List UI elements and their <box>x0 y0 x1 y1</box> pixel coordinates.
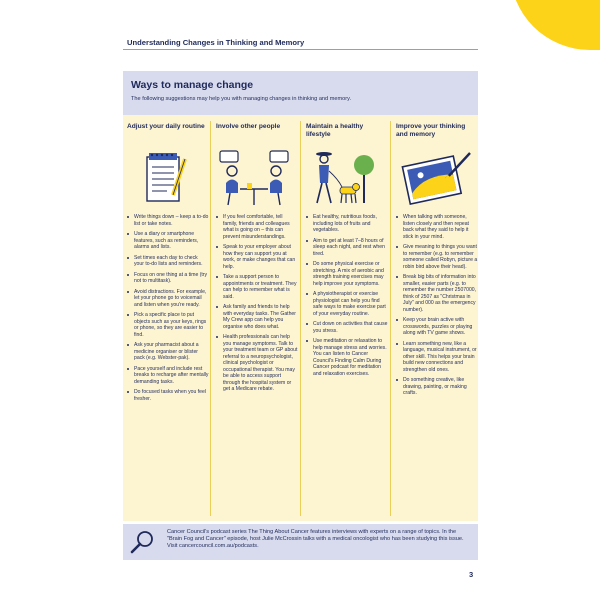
list-item: Ask your pharmacist about a medicine organiser or blister pack (e.g. Webster-pak). <box>127 342 209 362</box>
column-involve-people <box>212 115 298 521</box>
column-heading: Maintain a healthy lifestyle <box>306 123 364 138</box>
list-item: Use a diary or smartphone features, such as reminders, alarms and lists. <box>127 231 209 251</box>
list-item: If you feel comfortable, tell family, friends and colleagues what is going on – this can prevent misunderstandings. <box>216 214 298 240</box>
list-item: Use meditation or relaxation to help manage stress and worries. You can listen to Cancer Council's Finding Calm During Cancer podcast for meditation and relaxation exercises. <box>306 338 388 377</box>
list-item: Set times each day to check your to-do lists and reminders. <box>127 255 209 268</box>
column-thinking-memory <box>392 115 478 521</box>
column-heading: Adjust your daily routine <box>127 123 205 130</box>
column-divider <box>300 121 301 516</box>
two-people-talking-icon <box>216 149 294 209</box>
column-heading: Involve other people <box>216 123 281 130</box>
column-divider <box>210 121 211 516</box>
column-healthy-lifestyle <box>302 115 388 521</box>
column-list <box>396 214 478 401</box>
list-item: Take a support person to appointments or treatment. They can help to remember what is said. <box>216 274 298 300</box>
panel-subtitle: The following suggestions may help you with managing changes in thinking and memory. <box>131 96 352 102</box>
running-header: Understanding Changes in Thinking and Memory <box>127 38 305 47</box>
notepad-pen-icon <box>127 149 205 209</box>
list-item: Avoid distractions. For example, let your phone go to voicemail and listen when you're ready. <box>127 289 209 309</box>
list-item: When talking with someone, listen closely and then repeat back what they said to help it stick in your mind. <box>396 214 478 240</box>
person-walking-dog-icon <box>306 149 384 209</box>
ways-to-manage-panel <box>123 71 478 521</box>
podcast-box <box>123 524 478 560</box>
list-item: Do some physical exercise or stretching. A mix of aerobic and strength training exercises may help improve your symptoms. <box>306 261 388 287</box>
column-list <box>127 214 209 406</box>
corner-decoration <box>510 0 600 50</box>
list-item: Learn something new, like a language, musical instrument, or other skill. This helps your brain build new connections and strengthen old ones. <box>396 341 478 374</box>
list-item: Do focused tasks when you feel fresher. <box>127 389 209 402</box>
list-item: Cut down on activities that cause you stress. <box>306 321 388 334</box>
list-item: Give meaning to things you want to remember (e.g. to remember someone called Robyn, picture a robin bird above their head). <box>396 244 478 270</box>
list-item: Keep your brain active with crosswords, puzzles or playing along with TV game shows. <box>396 317 478 337</box>
list-item: Break big bits of information into smaller, easier parts (e.g. to remember the number 2507000, think of 2507 as "Christmas in July" and 000 as the emergency number). <box>396 274 478 313</box>
list-item: Pick a specific place to put objects such as your keys, rings or phone, so they are easier to find. <box>127 312 209 338</box>
column-heading: Improve your thinking and memory <box>396 123 466 138</box>
column-divider <box>390 121 391 516</box>
list-item: Speak to your employer about how they can support you at work, or make changes that can help. <box>216 244 298 270</box>
list-item: A physiotherapist or exercise physiologist can help you find safe ways to make exercise part of your everyday routine. <box>306 291 388 317</box>
panel-header <box>123 71 478 115</box>
list-item: Health professionals can help you manage symptoms. Talk to your treatment team or GP about referral to a neuropsychologist, clinical psychologist or occupational therapist. You may be able to access support through the hospital system or get a Medicare rebate. <box>216 334 298 393</box>
header-rule <box>123 49 478 50</box>
page-number: 3 <box>469 570 474 579</box>
podcast-text: Cancer Council's podcast series The Thing About Cancer features interviews with experts on a range of topics. In the "Brain Fog and Cancer" episode, host Julie McCrossin talks with a medical oncologist who has been studying this issue. Visit cancercouncil.com.au/podcasts. <box>167 529 464 549</box>
column-list <box>306 214 388 381</box>
list-item: Pace yourself and include rest breaks to recharge after mentally demanding tasks. <box>127 366 209 386</box>
column-list <box>216 214 298 397</box>
list-item: Write things down – keep a to-do list or take notes. <box>127 214 209 227</box>
list-item: Eat healthy, nutritious foods, including lots of fruits and vegetables. <box>306 214 388 234</box>
panel-title: Ways to manage change <box>131 79 254 91</box>
list-item: Do something creative, like drawing, painting, or making crafts. <box>396 377 478 397</box>
list-item: Aim to get at least 7–8 hours of sleep each night, and rest when tired. <box>306 238 388 258</box>
picture-frame-brush-icon <box>396 149 474 209</box>
magnifying-glass-icon <box>129 529 155 555</box>
column-daily-routine <box>123 115 209 521</box>
list-item: Ask family and friends to help with everyday tasks. The Gather My Crew app can help you organise who does what. <box>216 304 298 330</box>
list-item: Focus on one thing at a time (try not to multitask). <box>127 272 209 285</box>
